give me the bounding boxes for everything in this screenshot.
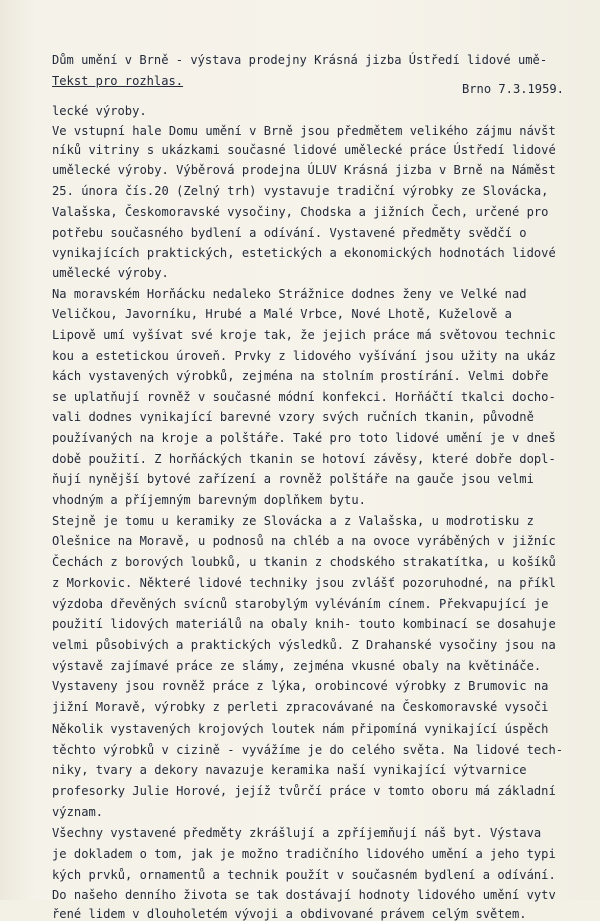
body-line: době použití. Z horňáckých tkanin se hotoví závěsy, které dobře dopl- — [52, 452, 556, 466]
body-line: kých prvků, ornamentů a technik použít v současném bydlení a odívání. — [52, 868, 556, 882]
body-line: potřebu současného bydlení a odívání. Vystavené předměty svědčí o — [52, 226, 527, 240]
body-line: použití lidových materiálů na obaly knih- touto kombinací se dosahuje — [52, 617, 556, 631]
body-line: níků vitriny s ukázkami současné lidové umělecké práce Ústředí lidové — [52, 143, 556, 157]
body-line: 25. února čís.20 (Zelný trh) vystavuje tradiční výrobky ze Slovácka, — [52, 184, 549, 198]
body-line: Veličkou, Javorníku, Hrubé a Malé Vrbce, Nové Lhotě, Kuželově a — [52, 307, 512, 321]
document-subtitle: Tekst pro rozhlas. — [52, 74, 184, 88]
body-line: je dokladem o tom, jak je možno tradičního lidového umění a jeho typi — [52, 847, 556, 861]
body-line: umělecké výroby. Výběrová prodejna ÚLUV Krásná jizba v Brně na Náměst — [52, 163, 556, 177]
document-date: Brno 7.3.1959. — [462, 82, 564, 96]
body-line: vali dodnes vynikající barevné vzory svých ručních tkanin, původně — [52, 410, 534, 424]
body-line: Valašska, Českomoravské vysočiny, Chodska a jižních Čech, určené pro — [52, 205, 549, 219]
body-line: výstavě zajímavé práce ze slámy, zejména vkusné obaly na květináče. — [52, 659, 542, 673]
body-line: výzdoba dřevěných svícnů starobylým vyléváním cínem. Překvapující je — [52, 597, 549, 611]
body-line: Všechny vystavené předměty zkrášlují a zpříjemňují náš byt. Výstava — [52, 826, 542, 840]
body-line: kou a estetickou úroveň. Prvky z lidového vyšívání jsou užity na ukáz — [52, 349, 556, 363]
body-line: Olešnice na Moravě, u podnosů na chléb a na ovoce vyráběných v jižníc — [52, 534, 556, 548]
body-line: kách vystavených výrobků, zejména na stolním prostírání. Velmi dobře — [52, 369, 549, 383]
body-line: těchto výrobků v cizině - vyvážíme je do celého světa. Na lidové tech- — [52, 743, 564, 757]
heading-line-1: Dům umění v Brně - výstava prodejny Krásná jizba Ústředí lidové umě- — [52, 53, 548, 67]
body-line: Na moravském Horňácku nedaleko Strážnice dodnes ženy ve Velké nad — [52, 287, 527, 301]
body-line: význam. — [52, 805, 104, 819]
body-line: Několik vystavených krojových loutek nám připomíná vynikající úspěch — [52, 722, 549, 736]
body-line: umělecké výroby. — [52, 266, 169, 280]
body-line: Do našeho denního života se tak dostávají hodnoty lidového umění vytv — [52, 888, 556, 902]
body-line: z Morkovic. Některé lidové techniky jsou zvlášť pozoruhodné, na příkl — [52, 576, 556, 590]
body-line: ňují nynější bytové zařízení a rovněž polštáře na gauče jsou velmi — [52, 472, 534, 486]
body-line: profesorky Julie Horové, jejíž tvůrčí práce v tomto oboru má základní — [52, 784, 556, 798]
body-line: Ve vstupní hale Domu umění v Brně jsou předmětem velikého zájmu návšt — [52, 124, 556, 138]
body-line: Čechách z borových loubků, u tkanin z chodského strakatítka, u košíků — [52, 555, 556, 569]
body-line: řené lidem v dlouholetém vývoji a obdivované právem celým světem. — [52, 906, 527, 921]
body-line: Stejně je tomu u keramiky ze Slovácka a z Valašska, u modrotisku z — [52, 514, 534, 528]
body-line: vhodným a příjemným barevným doplňkem bytu. — [52, 493, 366, 507]
body-line: jižní Moravě, výrobky z perleti zpracovávané na Českomoravské vysoči — [52, 700, 549, 714]
body-line: používaných na kroje a polštáře. Také pro toto lidové umění je v dneš — [52, 431, 556, 445]
body-line: Lipově umí vyšívat své kroje tak, že jejich práce má světovou technic — [52, 328, 556, 342]
body-line: niky, tvary a dekory navazuje keramika naší vynikající výtvarnice — [52, 763, 527, 777]
body-line: velmi působivých a praktických výsledků. Z Drahanské vysočiny jsou na — [52, 638, 556, 652]
body-line: Vystaveny jsou rovněž práce z lýka, orobincové výrobky z Brumovic na — [52, 679, 549, 693]
body-line: vynikajících praktických, estetických a ekonomických hodnotách lidové — [52, 246, 556, 260]
heading-line-2: lecké výroby. — [52, 104, 147, 118]
body-line: se uplatňují rovněž v současné módní konfekci. Horňáčtí tkalci docho- — [52, 390, 556, 404]
